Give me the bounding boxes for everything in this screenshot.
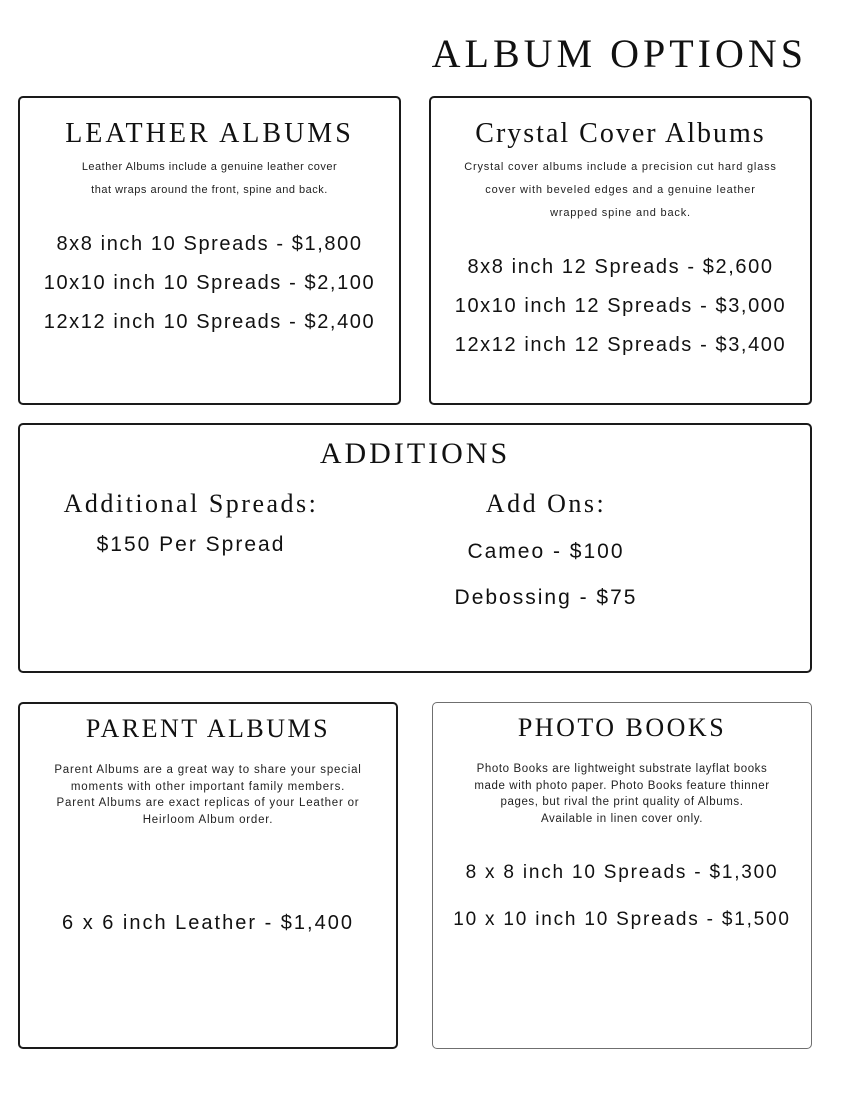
price-item: 10x10 inch 10 Spreads - $2,100 <box>43 272 376 294</box>
leather-albums-price-list <box>20 225 399 342</box>
description-line: made with photo paper. Photo Books feature thinner <box>474 779 770 792</box>
page-title: ALBUM OPTIONS <box>431 31 807 76</box>
price-item: 12x12 inch 12 Spreads - $3,400 <box>454 334 787 356</box>
photo-books-heading: PHOTO BOOKS <box>517 713 727 742</box>
add-ons-section <box>436 489 656 621</box>
description-line: Parent Albums are exact replicas of your Leather or <box>56 797 360 809</box>
description-line: cover with beveled edges and a genuine leather <box>485 184 756 196</box>
description-line: Parent Albums are a great way to share your special <box>54 764 362 776</box>
price-item: 12x12 inch 10 Spreads - $2,400 <box>43 311 376 333</box>
parent-albums-card <box>18 702 398 1049</box>
parent-albums-heading: PARENT ALBUMS <box>85 714 331 743</box>
price-item: 10 x 10 inch 10 Spreads - $1,500 <box>453 909 791 930</box>
leather-albums-description <box>20 156 399 202</box>
description-line: moments with other important family members. <box>70 780 346 793</box>
description-line: Heirloom Album order. <box>142 813 274 826</box>
photo-books-description <box>433 761 811 827</box>
additional-spreads-section <box>36 489 346 557</box>
additional-spreads-heading: Additional Spreads: <box>63 489 319 518</box>
price-item: 8x8 inch 12 Spreads - $2,600 <box>467 256 774 278</box>
photo-books-price-list <box>433 849 811 943</box>
add-ons-heading: Add Ons: <box>485 489 607 518</box>
description-line: pages, but rival the print quality of Albums. <box>500 796 744 808</box>
additional-spreads-price: $150 Per Spread <box>96 533 286 556</box>
description-line: Leather Albums include a genuine leather cover <box>81 161 338 173</box>
crystal-cover-albums-price-list <box>431 248 810 365</box>
description-line: wrapped spine and back. <box>550 207 691 219</box>
add-on-item: Debossing - $75 <box>454 586 638 609</box>
price-item: 8x8 inch 10 Spreads - $1,800 <box>56 233 363 255</box>
crystal-cover-albums-description <box>431 156 810 225</box>
add-ons-list <box>436 529 656 621</box>
additions-card <box>18 423 812 673</box>
add-on-item: Cameo - $100 <box>467 540 625 563</box>
description-line: Photo Books are lightweight substrate layflat books <box>476 763 768 775</box>
parent-albums-price: 6 x 6 inch Leather - $1,400 <box>62 912 354 934</box>
leather-albums-heading: LEATHER ALBUMS <box>65 118 354 149</box>
description-line: Crystal cover albums include a precision cut hard glass <box>464 161 777 173</box>
price-item: 8 x 8 inch 10 Spreads - $1,300 <box>465 862 779 883</box>
description-line: Available in linen cover only. <box>540 812 704 825</box>
crystal-cover-albums-heading: Crystal Cover Albums <box>475 118 766 149</box>
leather-albums-card <box>18 96 401 405</box>
crystal-cover-albums-card <box>429 96 812 405</box>
photo-books-card <box>432 702 812 1049</box>
parent-albums-description <box>20 762 396 828</box>
additions-heading: ADDITIONS <box>319 437 511 470</box>
description-line: that wraps around the front, spine and back. <box>91 184 328 196</box>
price-item: 10x10 inch 12 Spreads - $3,000 <box>454 295 787 317</box>
